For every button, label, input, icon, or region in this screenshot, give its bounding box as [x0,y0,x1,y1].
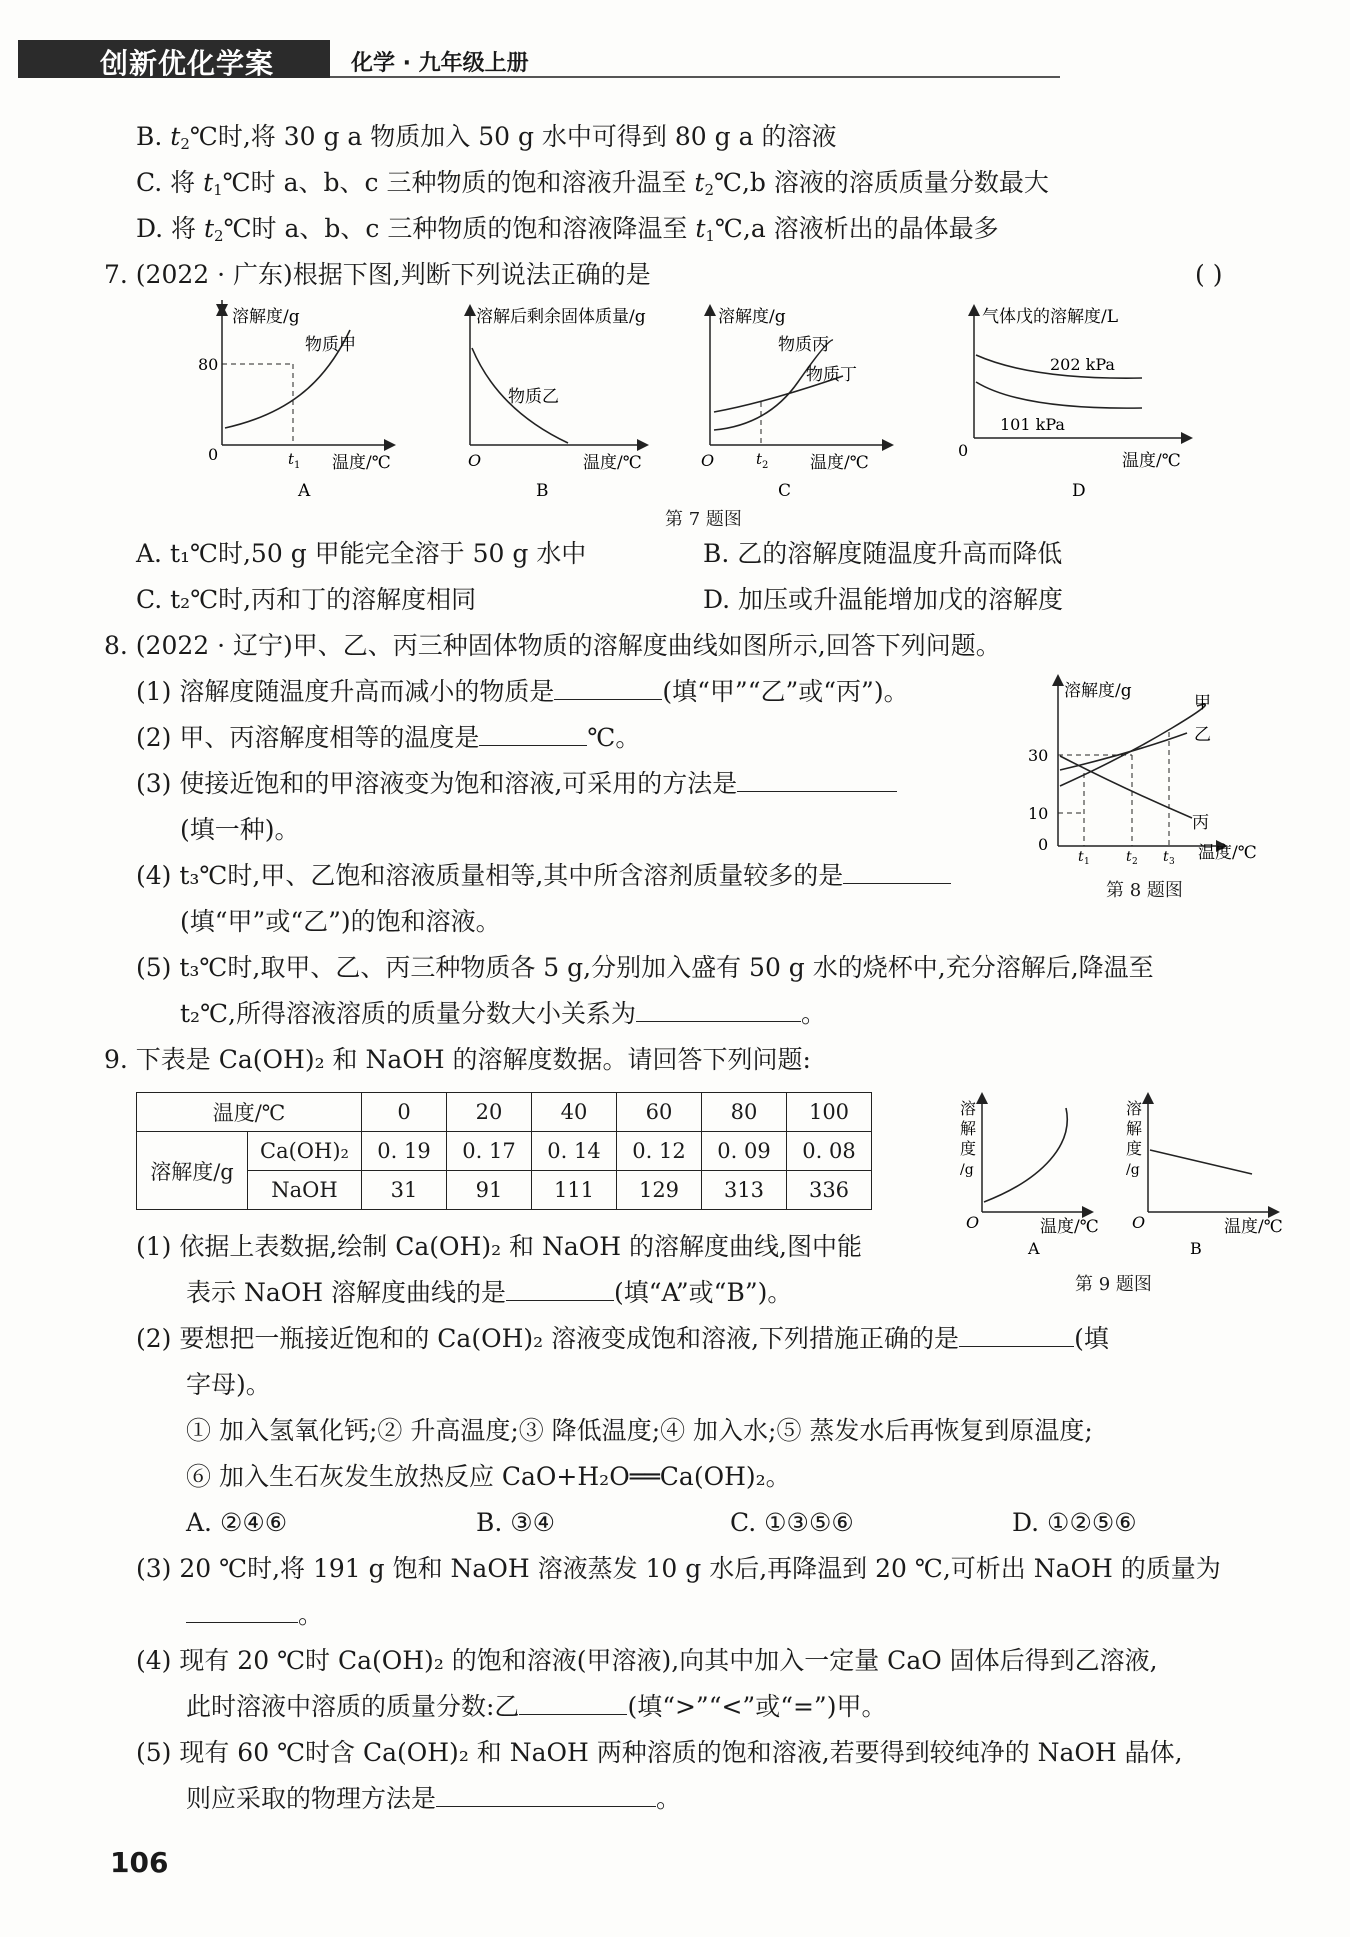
q9-solubility-table [136,1092,872,1210]
q8-tick-30: 30 [1028,746,1049,765]
q7b-origin: O [468,451,482,470]
q8-label-bing: 丙 [1192,813,1209,833]
q7c-tick-t2: t [756,450,763,468]
q7-stem: 7. (2022 · 广东)根据下图,判断下列说法正确的是 [104,260,651,289]
table-cell: 0 [362,1093,447,1132]
q9-part3: (3) 20 ℃时,将 191 g 饱和 NaOH 溶液蒸发 10 g 水后,再降温到 20 ℃,可析出 NaOH 的质量为 [136,1554,1221,1583]
table-cell: 0. 14 [532,1132,617,1171]
q8-blank4[interactable] [843,861,951,884]
q9-part2-measures-2: ⑥ 加入生石灰发生放热反应 CaO+H₂O══Ca(OH)₂。 [186,1462,791,1491]
q8-tick-t1: t [1078,849,1084,865]
q7-figure [190,300,1240,500]
q7-option-d: D. 加压或升温能增加戊的溶解度 [703,585,1064,614]
q7a-curve-label: 物质甲 [305,335,356,355]
q8-tick-10: 10 [1028,804,1049,823]
table-header-temp: 温度/℃ [137,1093,362,1132]
q8-part1: (1) 溶解度随温度升高而减小的物质是 (填“甲”“乙”或“丙”)。 [136,677,909,706]
q8-tick-t1-sub: 1 [1084,857,1090,867]
q6-option-c: C. 将 $t_1℃$时 a、b、c 三种物质的饱和溶液升温至 $t_2℃,b$ 溶液的溶质质量分数最大 [136,168,1049,199]
q8-part3-cont: (填一种)。 [180,815,300,844]
q9b-xlabel: 温度/℃ [1224,1217,1283,1237]
q7a-origin: 0 [208,445,219,464]
q9b-ylabel-1: 溶 [1126,1099,1143,1118]
q9-part2-option-b: B. ③④ [476,1508,556,1537]
q7c-curve1-label: 物质丙 [778,335,829,355]
q9b-letter: B [1190,1239,1202,1258]
q7c-letter: C [778,481,792,501]
q9a-ylabel-1: 溶 [960,1099,977,1118]
q7b-xlabel: 温度/℃ [583,453,642,473]
q8-curve-bing [1060,756,1192,818]
q7b-ylabel: 溶解后剩余固体质量/g [476,307,646,327]
q9-caption: 第 9 题图 [1075,1274,1152,1295]
table-cell: 0. 19 [362,1132,447,1171]
table-cell: 0. 12 [617,1132,702,1171]
q9a-xlabel: 温度/℃ [1040,1217,1099,1237]
q9a-ylabel-2: 解 [960,1119,977,1138]
q9a-ylabel-3: 度 [960,1139,977,1158]
q6-option-d: D. 将 $t_2℃$时 a、b、c 三种物质的饱和溶液降温至 $t_1℃,a$ 溶液析出的晶体最多 [136,214,999,245]
q8-curve-yi [1060,733,1187,770]
q7-option-a: A. t₁℃时,50 g 甲能完全溶于 50 g 水中 [136,539,587,568]
q8-blank2[interactable] [479,723,587,746]
table-cell: 60 [617,1093,702,1132]
q9-part2-option-a: A. ②④⑥ [186,1508,288,1537]
q8-curve-jia [1060,704,1205,786]
table-cell: 111 [532,1171,617,1210]
q7-caption: 第 7 题图 [665,509,742,530]
q7a-tick-t1: t [288,450,295,468]
q7-graph-a [198,300,391,501]
q7a-tick-80: 80 [198,355,219,374]
q9a-letter: A [1028,1239,1040,1258]
q8-part5-cont: t₂℃,所得溶液溶质的质量分数大小关系为 。 [180,999,826,1028]
q9-part5-cont: 则应采取的物理方法是 。 [186,1784,682,1813]
q9-graph-a [960,1098,1099,1258]
header-brand: 创新优化学案 [100,47,275,80]
q8-part2: (2) 甲、丙溶解度相等的温度是 ℃。 [136,723,641,752]
q9-part2-measures-1: ① 加入氢氧化钙;② 升高温度;③ 降低温度;④ 加入水;⑤ 蒸发水后再恢复到原温度; [186,1416,1093,1445]
q7a-ylabel: 溶解度/g [232,307,300,327]
q7-graph-c [701,307,888,501]
q9-figure [958,1090,1283,1260]
q7c-ylabel: 溶解度/g [718,307,786,327]
q9-part4-cont: 此时溶液中溶质的质量分数:乙 (填“>”“<”或“=”)甲。 [186,1692,887,1721]
q8-part3: (3) 使接近饱和的甲溶液变为饱和溶液,可采用的方法是 [136,767,897,801]
table-cell: 0. 08 [787,1132,872,1171]
q8-part4: (4) t₃℃时,甲、乙饱和溶液质量相等,其中所含溶剂质量较多的是 [136,859,951,893]
q7c-origin: O [701,451,715,470]
table-cell: 0. 09 [702,1132,787,1171]
q8-xlabel: 温度/℃ [1198,843,1257,863]
q6-option-b: B. $t_2℃$时,将 30 g a 物质加入 50 g 水中可得到 80 g a 的溶液 [136,122,837,153]
q9b-ylabel-2: 解 [1126,1119,1143,1138]
q7-answer-paren: ( ) [1195,260,1223,289]
table-cell: 31 [362,1171,447,1210]
q9-part1: (1) 依据上表数据,绘制 Ca(OH)₂ 和 NaOH 的溶解度曲线,图中能 [136,1232,862,1261]
q9-part3-cont: 。 [186,1598,323,1632]
q8-blank3[interactable] [737,769,897,792]
q7d-letter: D [1072,481,1086,501]
q9a-origin: O [966,1213,980,1232]
q8-origin: 0 [1038,835,1049,854]
table-cell: 313 [702,1171,787,1210]
q8-label-jia: 甲 [1194,693,1211,713]
q9-blank3[interactable] [186,1600,298,1623]
q8-blank5[interactable] [636,999,801,1022]
q7a-tick-t1-sub: 1 [294,460,301,471]
table-cell: 129 [617,1171,702,1210]
q9-part2: (2) 要想把一瓶接近饱和的 Ca(OH)₂ 溶液变成饱和溶液,下列措施正确的是 (填 [136,1324,1109,1353]
q9-curve-a [984,1108,1067,1202]
q8-tick-t3-sub: 3 [1169,857,1175,867]
q9-part4: (4) 现有 20 ℃时 Ca(OH)₂ 的饱和溶液(甲溶液),向其中加入一定量 CaO 固体后得到乙溶液, [136,1646,1158,1675]
q7c-tick-t2-sub: 2 [762,460,769,471]
q9-curve-b [1150,1150,1252,1174]
q8-tick-t2: t [1126,849,1132,865]
q8-tick-t2-sub: 2 [1132,857,1138,867]
q9a-ylabel-4: /g [960,1162,974,1178]
table-cell: 40 [532,1093,617,1132]
q9-part2-option-d: D. ①②⑤⑥ [1012,1508,1137,1537]
q9-blank5[interactable] [436,1784,656,1807]
curve-101kpa [976,382,1142,408]
header-rule [330,76,1060,78]
q7-option-c: C. t₂℃时,丙和丁的溶解度相同 [136,585,477,614]
page-header [18,40,1063,80]
q7d-curve2-label: 101 kPa [1000,415,1065,434]
table-row [137,1093,872,1132]
q8-stem: 8. (2022 · 辽宁)甲、乙、丙三种固体物质的溶解度曲线如图所示,回答下列问题。 [104,631,1001,660]
q9-part2-option-c: C. ①③⑤⑥ [730,1508,854,1537]
q9-part5: (5) 现有 60 ℃时含 Ca(OH)₂ 和 NaOH 两种溶质的饱和溶液,若要得到较纯净的 NaOH 晶体, [136,1738,1183,1767]
q7c-curve2-label: 物质丁 [806,365,857,385]
q7a-letter: A [298,481,311,501]
q9-blank4[interactable] [519,1692,627,1715]
q7d-curve1-label: 202 kPa [1050,355,1115,374]
q7-graph-b [468,307,646,501]
q8-figure [1022,668,1280,867]
q8-label-yi: 乙 [1194,725,1211,745]
table-cell: 20 [447,1093,532,1132]
q8-ylabel: 溶解度/g [1064,681,1132,701]
q8-caption: 第 8 题图 [1106,880,1183,901]
q7b-curve-label: 物质乙 [508,387,559,407]
q9b-ylabel-4: /g [1126,1162,1140,1178]
table-cell: 91 [447,1171,532,1210]
q8-blank1[interactable] [554,677,662,700]
q7b-letter: B [536,481,549,501]
q8-part5: (5) t₃℃时,取甲、乙、丙三种物质各 5 g,分别加入盛有 50 g 水的烧杯中,充分溶解后,降温至 [136,953,1154,982]
q9b-origin: O [1132,1213,1146,1232]
q9-part1-cont: 表示 NaOH 溶解度曲线的是 (填“A”或“B”)。 [186,1278,793,1307]
q9-blank1[interactable] [506,1278,614,1301]
table-row [137,1132,872,1171]
q9-blank2[interactable] [959,1324,1074,1347]
q8-tick-t3: t [1163,849,1169,865]
q7a-xlabel: 温度/℃ [332,453,391,473]
table-row-name: Ca(OH)₂ [248,1132,362,1171]
page-number: 106 [110,1846,169,1879]
q7-option-b: B. 乙的溶解度随温度升高而降低 [703,539,1063,568]
header-subject: 化学 · 九年级上册 [351,51,529,76]
q8-part4-cont: (填“甲”或“乙”)的饱和溶液。 [180,907,501,936]
table-cell: 0. 17 [447,1132,532,1171]
table-cell: 100 [787,1093,872,1132]
q9b-ylabel-3: 度 [1126,1139,1143,1158]
q7-graph-d [958,307,1187,501]
q7d-origin: 0 [958,441,969,460]
q7d-ylabel: 气体戊的溶解度/L [982,307,1119,327]
q9-stem: 9. 下表是 Ca(OH)₂ 和 NaOH 的溶解度数据。请回答下列问题: [104,1045,811,1074]
q9-part2-cont: 字母)。 [186,1370,271,1399]
table-row [137,1171,872,1210]
table-row-name: NaOH [248,1171,362,1210]
q7d-xlabel: 温度/℃ [1122,451,1181,471]
table-cell: 80 [702,1093,787,1132]
q7c-xlabel: 温度/℃ [810,453,869,473]
table-header-solubility: 溶解度/g [137,1132,248,1210]
table-cell: 336 [787,1171,872,1210]
q9-graph-b [1126,1098,1283,1258]
